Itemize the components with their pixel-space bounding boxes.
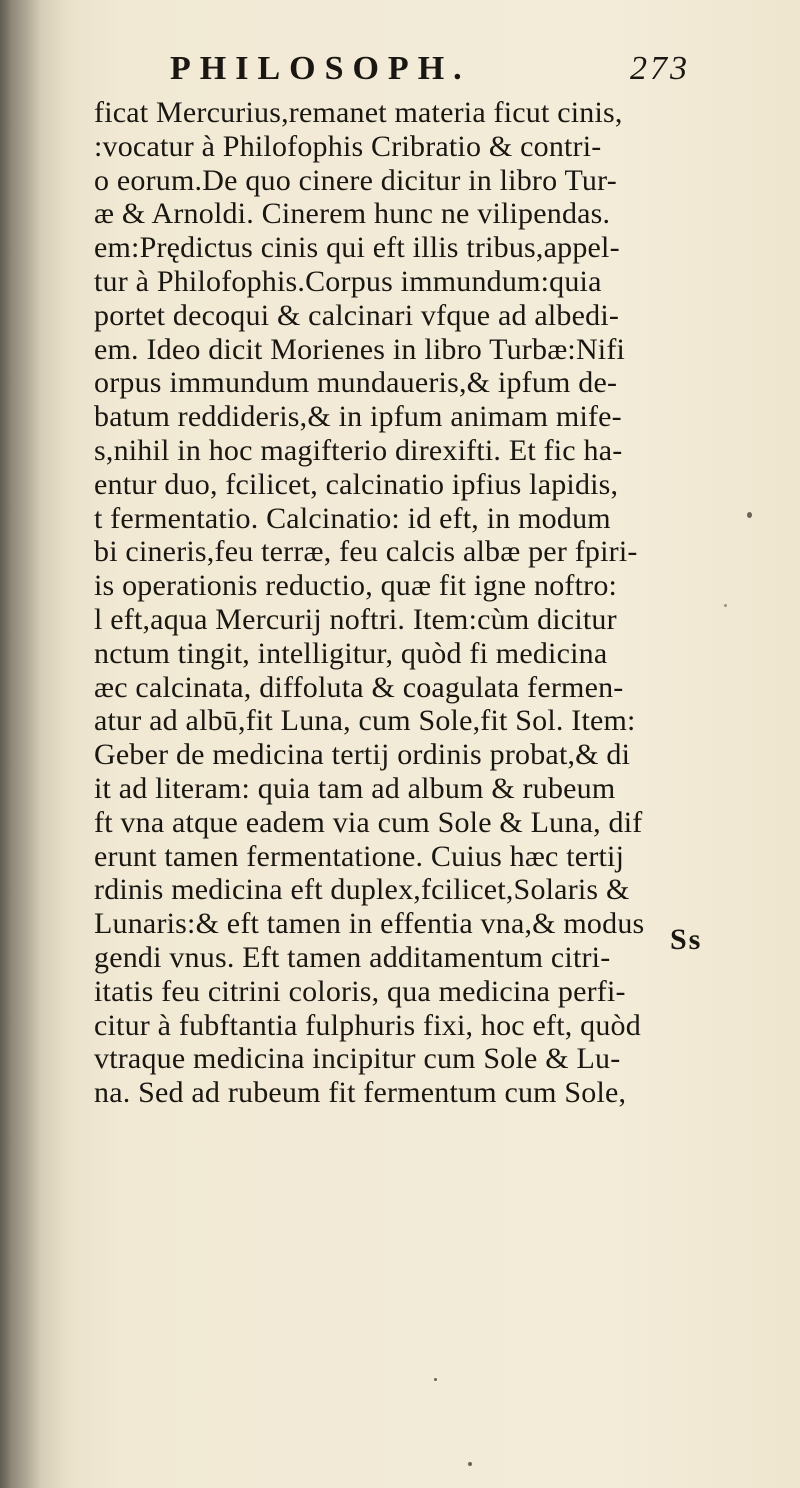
text-line: itatis feu citrini coloris, qua medicina perfi- <box>94 974 626 1008</box>
text-line: em. Ideo dicit Morienes in libro Turbæ:Nifi <box>94 332 626 366</box>
running-head-title: PHILOSOPH. <box>170 50 471 87</box>
text-line: tur à Philofophis.Corpus immundum:quia <box>94 264 602 298</box>
paper-speck <box>468 1462 472 1466</box>
text-line: rdinis medicina eft duplex,fcilicet,Solaris & <box>94 873 630 907</box>
text-line: o eorum.De quo cinere dicitur in libro Tur- <box>94 163 617 197</box>
text-line: vtraque medicina incipitur cum Sole & Lu- <box>94 1042 621 1076</box>
text-line: na. Sed ad rubeum fit fermentum cum Sole, <box>94 1076 627 1110</box>
text-line: æc calcinata, diffoluta & coagulata fermen- <box>94 670 624 704</box>
paper-speck <box>724 604 727 607</box>
text-line: æ & Arnoldi. Cinerem hunc ne vilipendas. <box>94 197 611 231</box>
text-line: s,nihil in hoc magifterio direxifti. Et fic ha- <box>94 433 623 467</box>
text-line: em:Prędictus cinis qui eft illis tribus,appel- <box>94 231 620 265</box>
text-line: entur duo, fcilicet, calcinatio ipfius lapidis, <box>94 467 619 501</box>
text-line: gendi vnus. Eft tamen additamentum citri- <box>94 940 611 974</box>
text-line: l eft,aqua Mercurij noftri. Item:cùm dicitur <box>94 602 617 636</box>
text-line: ft vna atque eadem via cum Sole & Luna, dif <box>94 805 643 839</box>
gutter-shadow <box>0 0 70 1488</box>
text-line: batum reddideris,& in ipfum animam mife- <box>94 400 622 434</box>
catchword: Ss <box>670 923 703 956</box>
text-line: :vocatur à Philofophis Cribratio & contri- <box>94 129 602 163</box>
text-line: nctum tingit, intelligitur, quòd fi medicina <box>94 636 608 670</box>
text-line: atur ad albū,fit Luna, cum Sole,fit Sol. Item: <box>94 704 636 738</box>
paper-speck <box>434 1378 437 1381</box>
text-line: citur à fubftantia fulphuris fixi, hoc eft, quòd <box>94 1008 641 1042</box>
text-line: it ad literam: quia tam ad album & rubeum <box>94 771 616 805</box>
text-line: t fermentatio. Calcinatio: id eft, in modum <box>94 501 611 535</box>
text-line: Lunaris:& eft tamen in effentia vna,& modus <box>94 907 645 941</box>
running-head <box>170 44 690 94</box>
text-line: Geber de medicina tertij ordinis probat,& di <box>94 738 631 772</box>
page-number: 273 <box>630 50 690 87</box>
text-line: portet decoqui & calcinari vfque ad albedi- <box>94 298 620 332</box>
text-line: ficat Mercurius,remanet materia ficut cinis, <box>94 96 623 129</box>
text-line: erunt tamen fermentatione. Cuius hæc tertij <box>94 839 625 873</box>
text-line: orpus immundum mundaueris,& ipfum de- <box>94 366 618 400</box>
paper-speck <box>747 512 752 518</box>
text-line: is operationis reductio, quæ fit igne noftro: <box>94 569 618 603</box>
text-line: bi cineris,feu terræ, feu calcis albæ per fpiri- <box>94 535 638 569</box>
